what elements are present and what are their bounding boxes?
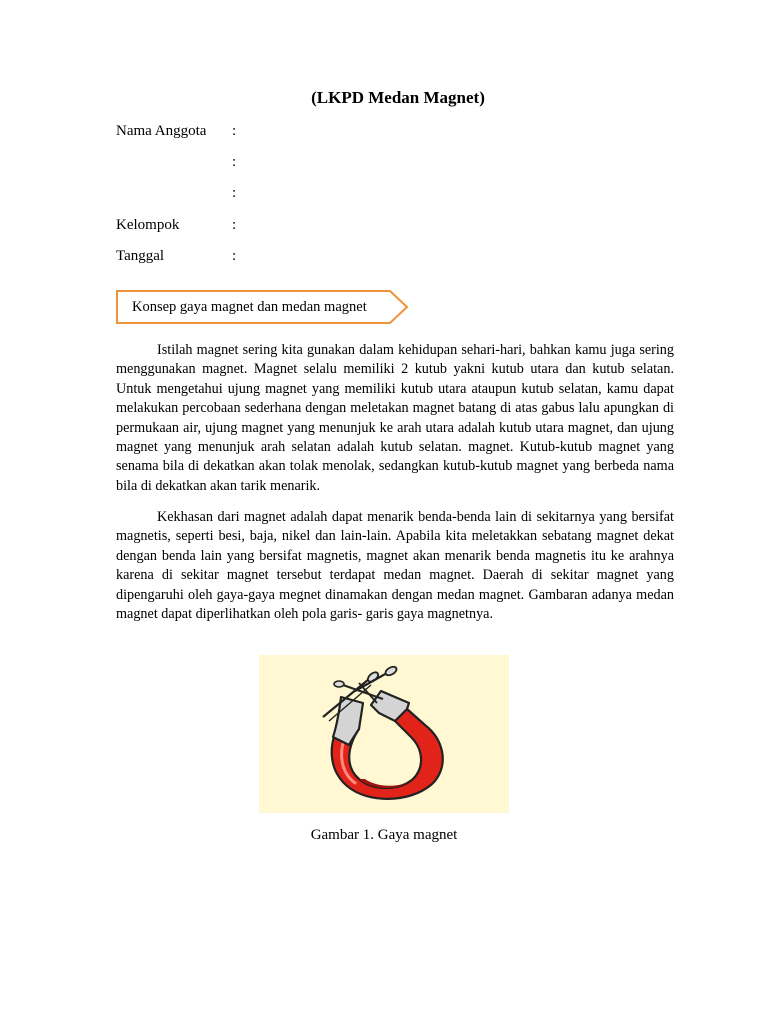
form-label: Nama Anggota — [116, 123, 207, 139]
paragraph-1: Istilah magnet sering kita gunakan dalam kehidupan sehari-hari, bahkan kamu juga sering menggunakan magnet. Magnet selalu memiliki 2 kutub yakni kutub utara dan kutub selatan. Untuk mengetahui ujung magnet yang memiliki kutub utara ataupun kutub selatan, kamu dapat melakukan percobaan sederhana dengan meletakan magnet batang di atas gabus lalu apungkan di permukaan air, ujung magnet yang menunjuk ke arah utara adalah kutub utara magnet, dan ujung magnet yang menunjuk arah selatan adalah kutub selatan. magnet. Kutub-kutub magnet yang senama bila di dekatkan akan tolak menolak, sedangkan kutub-kutub magnet yang berbeda nama bila di dekatkan akan tarik menarik. — [116, 342, 674, 494]
figure-caption: Gambar 1. Gaya magnet — [310, 827, 458, 843]
horseshoe-magnet-icon — [259, 655, 509, 813]
form-separator: : — [232, 185, 237, 201]
form-label: Kelompok — [116, 217, 180, 233]
paragraph-2: Kekhasan dari magnet adalah dapat menarik benda-benda lain di sekitarnya yang bersifat magnetis, seperti besi, baja, nikel dan lain-lain. Apabila kita meletakkan sebatang magnet dekat dengan benda lain yang bersifat magnetis, magnet akan menarik benda magnetis itu ke arahnya karena di sekitar magnet tersebut terdapat medan magnet. Daerah di sekitar magnet yang dipengaruhi oleh gaya-gaya megnet dinamakan dengan medan magnet. Gambaran adanya medan magnet dapat diperlihatkan oleh pola garis- garis gaya magnetnya. — [116, 509, 674, 623]
form-label: Tanggal — [116, 248, 165, 264]
form-separator: : — [232, 123, 237, 139]
form-separator: : — [232, 217, 237, 233]
form-separator: : — [232, 248, 237, 264]
document-title: (LKPD Medan Magnet) — [311, 88, 485, 107]
section-heading: Konsep gaya magnet dan medan magnet — [132, 299, 367, 315]
magnet-figure — [259, 655, 509, 813]
section-heading-box — [116, 290, 408, 324]
form-separator: : — [232, 154, 237, 170]
